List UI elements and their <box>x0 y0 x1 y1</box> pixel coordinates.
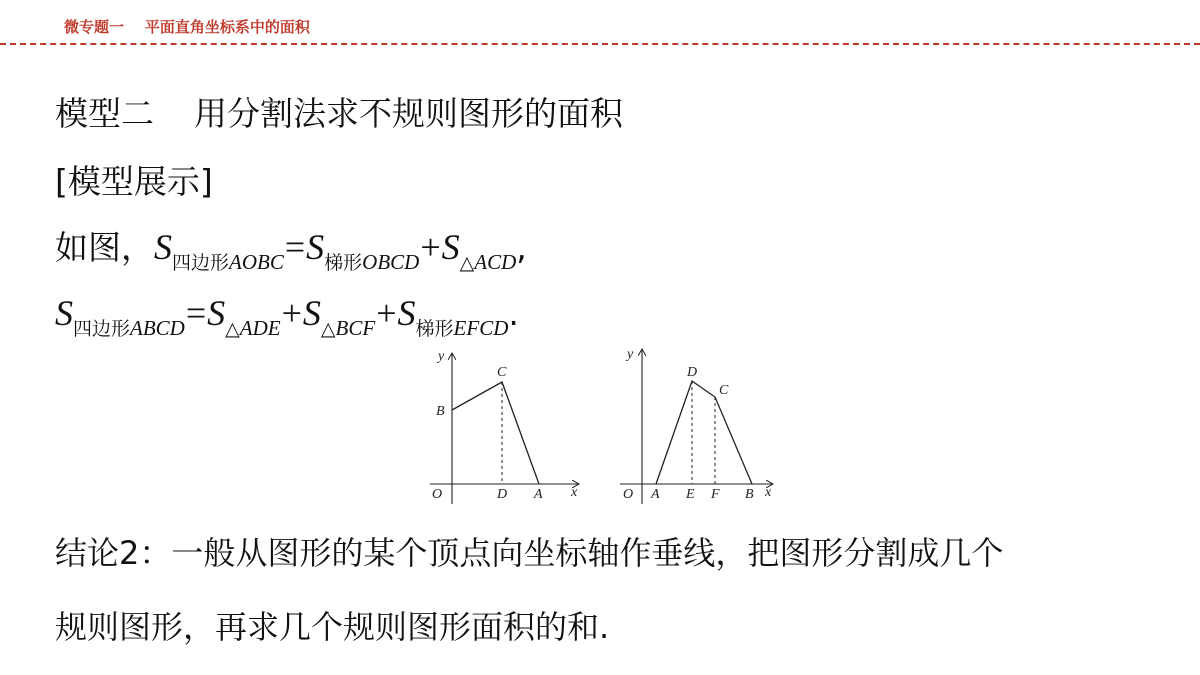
label-y: y <box>438 349 445 364</box>
label-o: O <box>432 487 443 502</box>
area-symbol: S <box>55 293 73 333</box>
label-x: x <box>765 485 772 500</box>
figure-2 <box>620 347 772 504</box>
formula-intro: 如图， <box>55 228 154 267</box>
header-title: 微专题一 平面直角坐标系中的面积 <box>64 18 310 36</box>
label-x: x <box>571 485 578 500</box>
area-symbol: S <box>306 227 325 267</box>
area-symbol: S <box>154 227 172 267</box>
subscript-cn: △ <box>459 251 475 274</box>
quadrilateral-aobc <box>452 382 539 484</box>
area-symbol: S <box>397 293 416 333</box>
subscript-letters: BCF <box>335 315 376 340</box>
plus-sign: + <box>420 227 441 267</box>
label-a: A <box>534 487 543 502</box>
section-label: [模型展示] <box>55 162 213 201</box>
subscript-cn: 梯形 <box>324 251 363 274</box>
label-d: D <box>687 365 698 380</box>
subscript-cn: 四边形 <box>172 251 230 274</box>
area-symbol: S <box>207 293 226 333</box>
figure-1 <box>430 349 578 504</box>
subscript-letters: ABCD <box>130 315 185 340</box>
plus-sign: + <box>281 293 302 333</box>
subscript-cn: 梯形 <box>415 317 454 340</box>
subscript-cn: △ <box>225 317 240 340</box>
label-e: E <box>686 487 695 502</box>
quadrilateral-abcd <box>656 381 752 484</box>
label-b: B <box>745 487 754 502</box>
conclusion-line-1: 结论2：一般从图形的某个顶点向坐标轴作垂线，把图形分割成几个 <box>55 534 1004 572</box>
label-o: O <box>623 487 634 502</box>
label-b: B <box>436 404 445 419</box>
subscript-letters: ADE <box>239 315 281 340</box>
label-y: y <box>627 347 634 362</box>
equals-sign: = <box>185 293 207 333</box>
subscript-cn: △ <box>320 317 336 340</box>
label-c: C <box>719 383 729 398</box>
formula-end: . <box>508 294 519 333</box>
plus-sign: + <box>376 293 397 333</box>
model-heading: 用分割法求不规则图形的面积 <box>194 94 623 133</box>
label-c: C <box>497 365 507 380</box>
formula-end: , <box>516 228 527 267</box>
model-number: 模型二 <box>55 94 154 133</box>
conclusion-line-2: 规则图形，再求几个规则图形面积的和. <box>55 608 610 646</box>
subscript-letters: OBCD <box>362 249 420 274</box>
area-symbol: S <box>441 227 460 267</box>
subscript-cn: 四边形 <box>73 317 131 340</box>
label-d: D <box>497 487 508 502</box>
label-f: F <box>711 487 720 502</box>
subscript-letters: EFCD <box>453 315 509 340</box>
area-symbol: S <box>302 293 321 333</box>
subscript-letters: AOBC <box>229 249 284 274</box>
subscript-letters: ACD <box>474 249 517 274</box>
equals-sign: = <box>284 227 306 267</box>
label-a: A <box>651 487 660 502</box>
